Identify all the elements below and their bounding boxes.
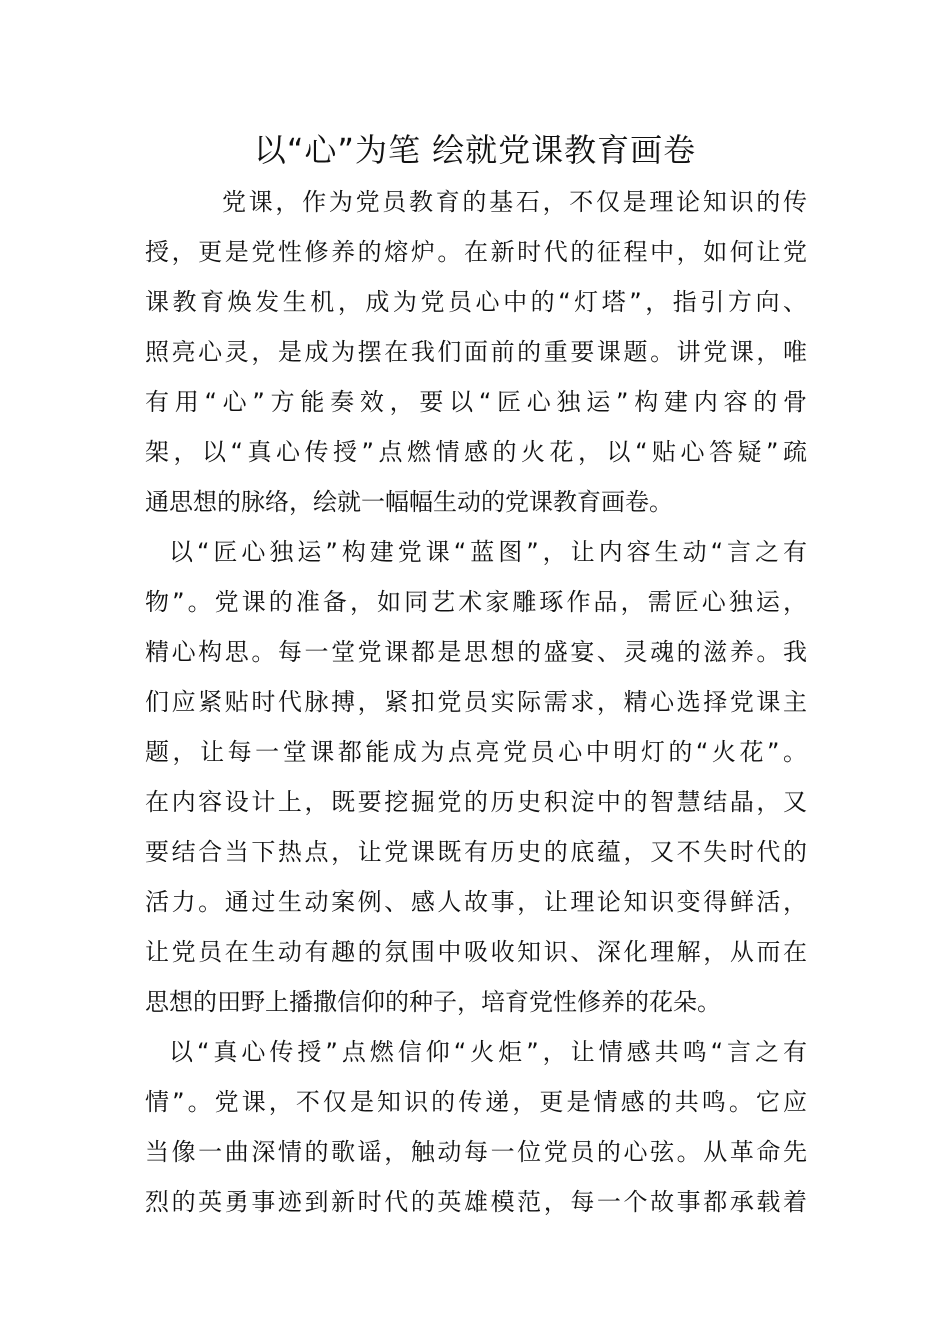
paragraph-1-line-4: 照亮心灵，是成为摆在我们面前的重要课题。讲党课，唯 bbox=[145, 338, 807, 366]
paragraph-3-line-2: 情”。党课，不仅是知识的传递，更是情感的共鸣。它应 bbox=[145, 1088, 807, 1116]
paragraph-2-line-1: 以“匠心独运”构建党课“蓝图”，让内容生动“言之有 bbox=[169, 538, 807, 566]
document-title: 以“心”为笔 绘就党课教育画卷 bbox=[253, 131, 697, 169]
paragraph-2-line-5: 题，让每一堂课都能成为点亮党员心中明灯的“火花”。 bbox=[145, 738, 807, 766]
paragraph-2-line-2: 物”。党课的准备，如同艺术家雕琢作品，需匠心独运， bbox=[145, 588, 807, 616]
paragraph-2-line-8: 活力。通过生动案例、感人故事，让理论知识变得鲜活， bbox=[145, 888, 807, 916]
paragraph-1-line-1: 党课，作为党员教育的基石，不仅是理论知识的传 bbox=[222, 188, 807, 216]
paragraph-2-line-10: 思想的田野上播撒信仰的种子，培育党性修养的花朵。 bbox=[145, 988, 721, 1016]
paragraph-2-line-3: 精心构思。每一堂党课都是思想的盛宴、灵魂的滋养。我 bbox=[145, 638, 807, 666]
paragraph-3-line-4: 烈的英勇事迹到新时代的英雄模范，每一个故事都承载着 bbox=[145, 1188, 807, 1216]
paragraph-1-line-6: 架，以“真心传授”点燃情感的火花，以“贴心答疑”疏 bbox=[145, 438, 807, 466]
paragraph-2-line-9: 让党员在生动有趣的氛围中吸收知识、深化理解，从而在 bbox=[145, 938, 807, 966]
paragraph-1-line-2: 授，更是党性修养的熔炉。在新时代的征程中，如何让党 bbox=[145, 238, 807, 266]
paragraph-2-line-7: 要结合当下热点，让党课既有历史的底蕴，又不失时代的 bbox=[145, 838, 807, 866]
paragraph-1-line-5: 有用“心”方能奏效，要以“匠心独运”构建内容的骨 bbox=[145, 388, 807, 416]
document-body bbox=[145, 177, 807, 1227]
paragraph-1-line-7: 通思想的脉络，绘就一幅幅生动的党课教育画卷。 bbox=[145, 488, 673, 516]
paragraph-3-line-3: 当像一曲深情的歌谣，触动每一位党员的心弦。从革命先 bbox=[145, 1138, 807, 1166]
paragraph-2-line-6: 在内容设计上，既要挖掘党的历史积淀中的智慧结晶，又 bbox=[145, 788, 807, 816]
paragraph-3-line-1: 以“真心传授”点燃信仰“火炬”，让情感共鸣“言之有 bbox=[169, 1038, 807, 1066]
paragraph-1-line-3: 课教育焕发生机，成为党员心中的“灯塔”，指引方向、 bbox=[145, 288, 807, 316]
paragraph-2-line-4: 们应紧贴时代脉搏，紧扣党员实际需求，精心选择党课主 bbox=[145, 688, 807, 716]
